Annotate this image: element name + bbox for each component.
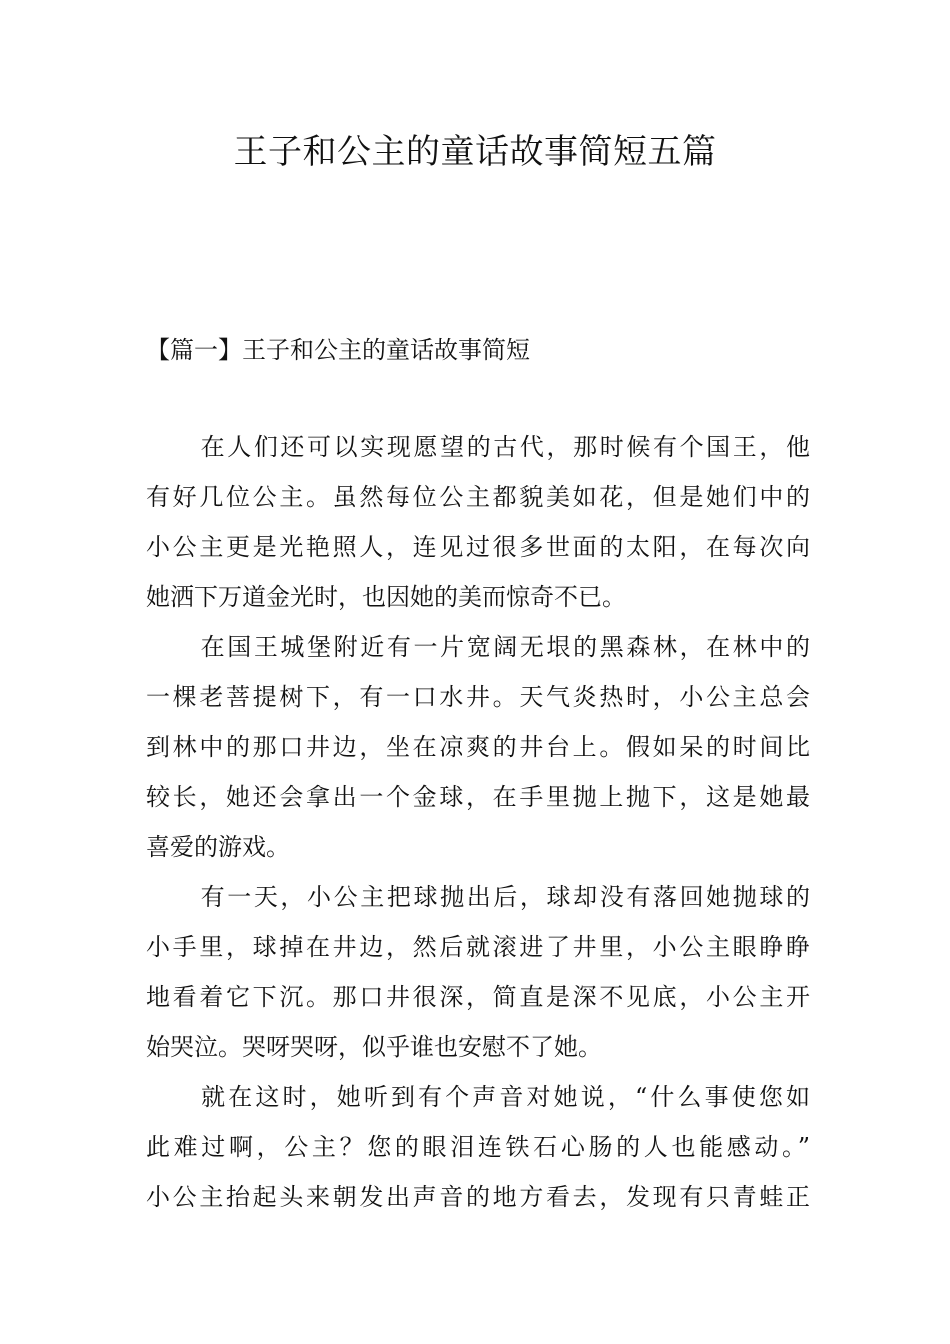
paragraph-1-line-1: 在人们还可以实现愿望的古代，那时候有个国王，他 — [198, 433, 810, 461]
paragraph-2-line-2: 一棵老菩提树下，有一口水井。天气炎热时，小公主总会 — [146, 683, 810, 711]
paragraph-3-line-4: 始哭泣。哭呀哭呀，似乎谁也安慰不了她。 — [146, 1033, 602, 1061]
paragraph-3-line-2: 小手里，球掉在井边，然后就滚进了井里，小公主眼睁睁 — [146, 933, 810, 961]
paragraph-1-line-4: 她洒下万道金光时，也因她的美而惊奇不已。 — [146, 583, 626, 611]
paragraph-4-line-1: 就在这时，她听到有个声音对她说，“什么事使您如 — [198, 1083, 810, 1111]
section-heading: 【篇一】王子和公主的童话故事简短 — [146, 336, 530, 364]
paragraph-3-line-3: 地看着它下沉。那口井很深，简直是深不见底，小公主开 — [146, 983, 810, 1011]
paragraph-3-line-1: 有一天，小公主把球抛出后，球却没有落回她抛球的 — [198, 883, 810, 911]
document-title: 王子和公主的童话故事简短五篇 — [233, 132, 717, 172]
paragraph-1-line-2: 有好几位公主。虽然每位公主都貌美如花，但是她们中的 — [146, 483, 810, 511]
paragraph-2-line-3: 到林中的那口井边，坐在凉爽的井台上。假如呆的时间比 — [146, 733, 810, 761]
paragraph-4-line-2: 此难过啊，公主？您的眼泪连铁石心肠的人也能感动。” — [146, 1133, 810, 1161]
paragraph-2-line-1: 在国王城堡附近有一片宽阔无垠的黑森林，在林中的 — [198, 633, 810, 661]
paragraph-2-line-5: 喜爱的游戏。 — [146, 833, 290, 861]
paragraph-2-line-4: 较长，她还会拿出一个金球，在手里抛上抛下，这是她最 — [146, 783, 810, 811]
paragraph-4-line-3: 小公主抬起头来朝发出声音的地方看去，发现有只青蛙正 — [146, 1183, 810, 1211]
body-text — [146, 422, 810, 1222]
paragraph-1-line-3: 小公主更是光艳照人，连见过很多世面的太阳，在每次向 — [146, 533, 810, 561]
